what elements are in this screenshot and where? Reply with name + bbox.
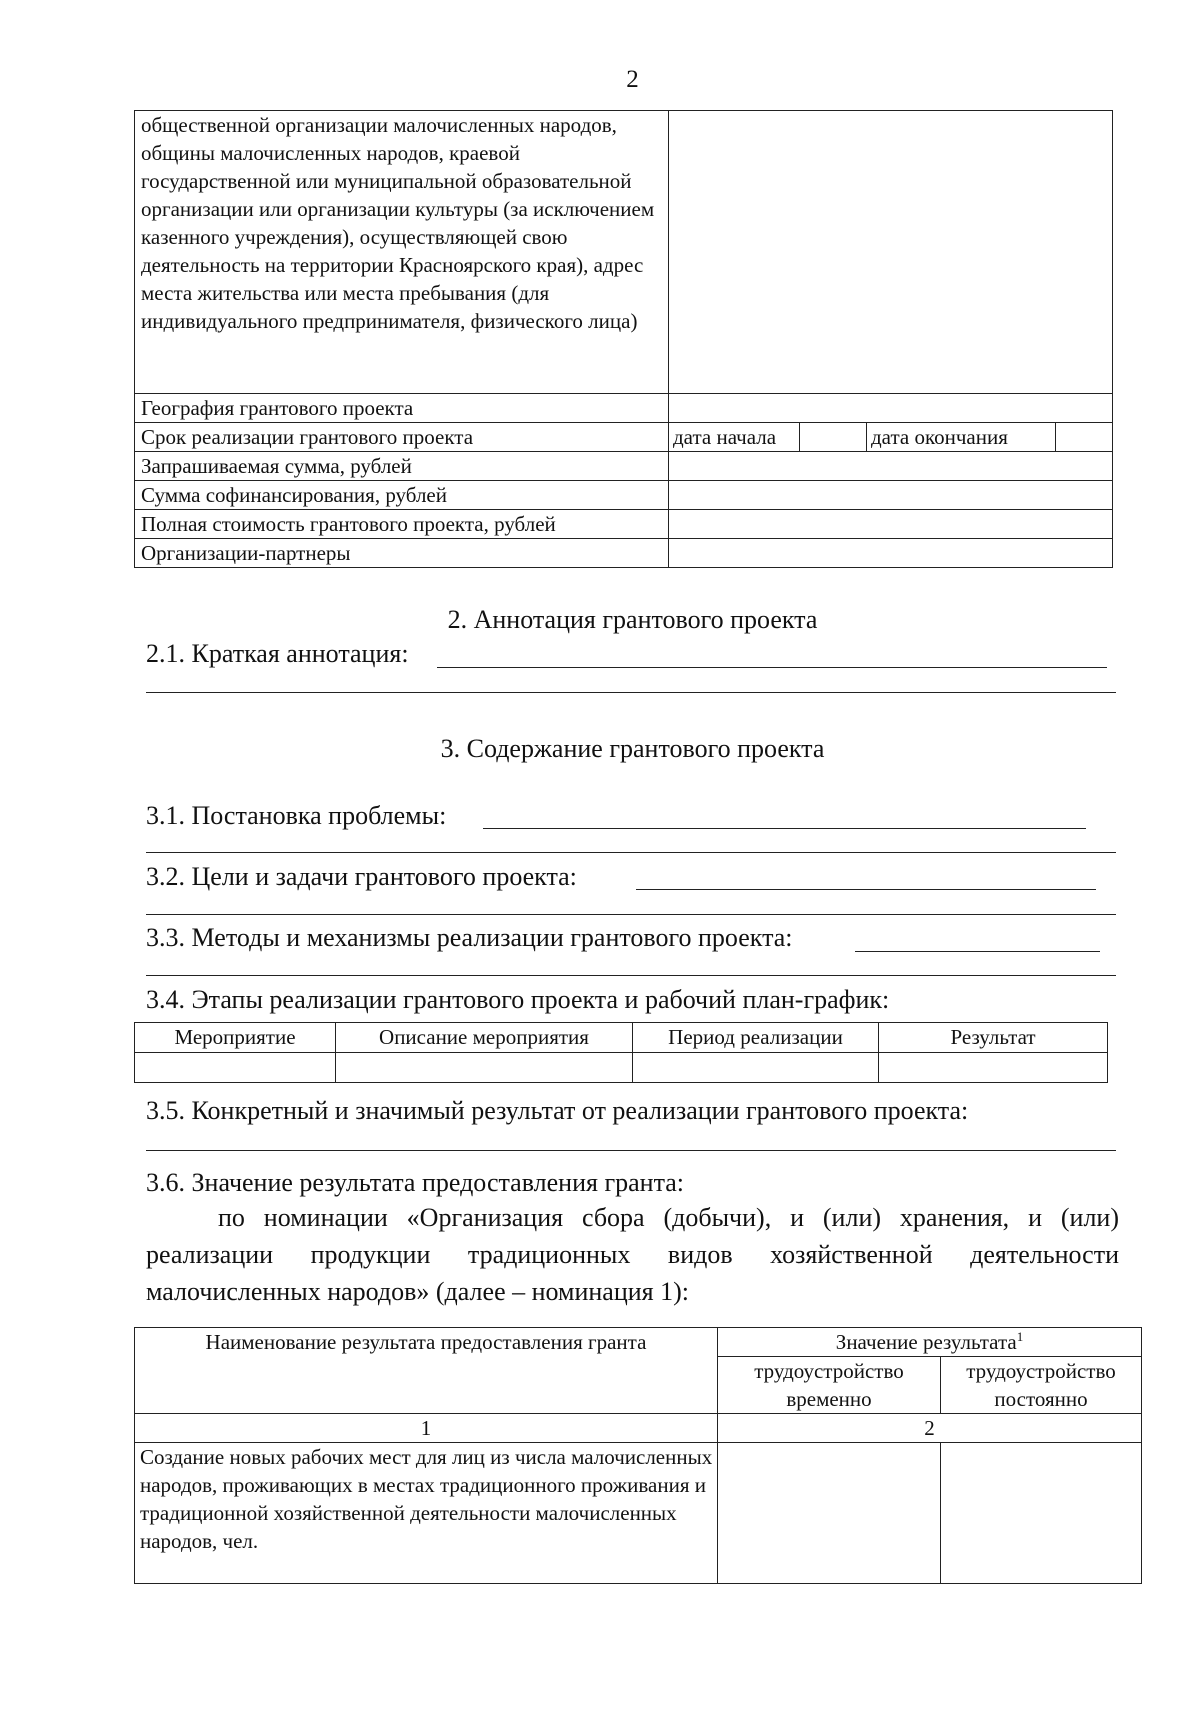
project-info-table [134,110,1113,568]
goals-label: 3.2. Цели и задачи грантового проекта: [146,862,577,891]
short-annotation-line[interactable] [437,667,1107,668]
short-annotation-line-2[interactable] [146,692,1116,693]
start-date-value[interactable] [800,423,867,451]
cofinancing-value[interactable] [669,481,1113,510]
section2-title: 2. Аннотация грантового проекта [447,605,818,634]
partners-label: Организации-партнеры [135,539,669,568]
short-annotation-label: 2.1. Краткая аннотация: [146,639,409,668]
result-label: 3.5. Конкретный и значимый результат от реализации грантового проекта: [146,1096,969,1125]
end-date-label: дата окончания [867,423,1056,451]
start-date-label: дата начала [669,423,800,451]
end-date-value[interactable] [1056,423,1112,451]
results-sub-permanent: трудоустройство постоянно [941,1357,1142,1414]
cofinancing-label: Сумма софинансирования, рублей [135,481,669,510]
results-col-num-2: 2 [718,1414,1142,1443]
period-dates [669,423,1112,451]
requested-amount-value[interactable] [669,452,1113,481]
plan-cell-event[interactable] [135,1053,336,1083]
goals-line-2[interactable] [146,914,1116,915]
geography-value[interactable] [669,394,1113,423]
total-cost-value[interactable] [669,510,1113,539]
results-row-name: Создание новых рабочих мест для лиц из числа малочисленных народов, проживающих в местах традиционного проживания и традиционной хозяйственной деятельности малочисленных народов, чел. [135,1443,718,1584]
applicant-address-value[interactable] [669,111,1113,394]
partners-value[interactable] [669,539,1113,568]
plan-cell-result[interactable] [879,1053,1108,1083]
methods-line[interactable] [855,951,1100,952]
plan-header-event: Мероприятие [135,1023,336,1053]
problem-line[interactable] [483,828,1086,829]
work-plan-table [134,1022,1108,1083]
plan-cell-description[interactable] [336,1053,633,1083]
period-label: Срок реализации грантового проекта [135,423,669,452]
problem-label: 3.1. Постановка проблемы: [146,801,447,830]
results-sub-temporary: трудоустройство временно [718,1357,941,1414]
results-header-value-text: Значение результата [835,1330,1017,1354]
geography-label: География грантового проекта [135,394,669,423]
methods-line-2[interactable] [146,975,1116,976]
page-number: 2 [626,66,639,93]
grant-result-value-label: 3.6. Значение результата предоставления гранта: [146,1168,685,1197]
results-row-temporary-value[interactable] [718,1443,941,1584]
plan-header-result: Результат [879,1023,1108,1053]
problem-line-2[interactable] [146,852,1116,853]
results-row-permanent-value[interactable] [941,1443,1142,1584]
plan-cell-period[interactable] [633,1053,879,1083]
results-header-value [718,1328,1142,1357]
results-header-name: Наименование результата предоставления гранта [135,1328,718,1414]
goals-line[interactable] [636,889,1096,890]
plan-header-description: Описание мероприятия [336,1023,633,1053]
stages-label: 3.4. Этапы реализации грантового проекта и рабочий план-график: [146,985,890,1014]
footnote-mark: 1 [1016,1329,1024,1344]
methods-label: 3.3. Методы и механизмы реализации грантового проекта: [146,923,793,952]
results-table [134,1327,1142,1584]
total-cost-label: Полная стоимость грантового проекта, рублей [135,510,669,539]
result-line[interactable] [146,1150,1116,1151]
results-col-num-1: 1 [135,1414,718,1443]
nomination-text: по номинации «Организация сбора (добычи), и (или) хранения, и (или) реализации продукции традиционных видов хозяйственной деятельности малочисленных народов» (далее – номинация 1): [146,1203,1119,1306]
section3-title: 3. Содержание грантового проекта [440,734,825,763]
plan-header-period: Период реализации [633,1023,879,1053]
applicant-address-label: общественной организации малочисленных народов, общины малочисленных народов, краевой государственной или муниципальной образовательной организации или организации культуры (за исключением казенного учреждения), осуществляющей свою деятельность на территории Красноярского края), адрес места жительства или места пребывания (для индивидуального предпринимателя, физического лица) [135,111,669,394]
requested-amount-label: Запрашиваемая сумма, рублей [135,452,669,481]
